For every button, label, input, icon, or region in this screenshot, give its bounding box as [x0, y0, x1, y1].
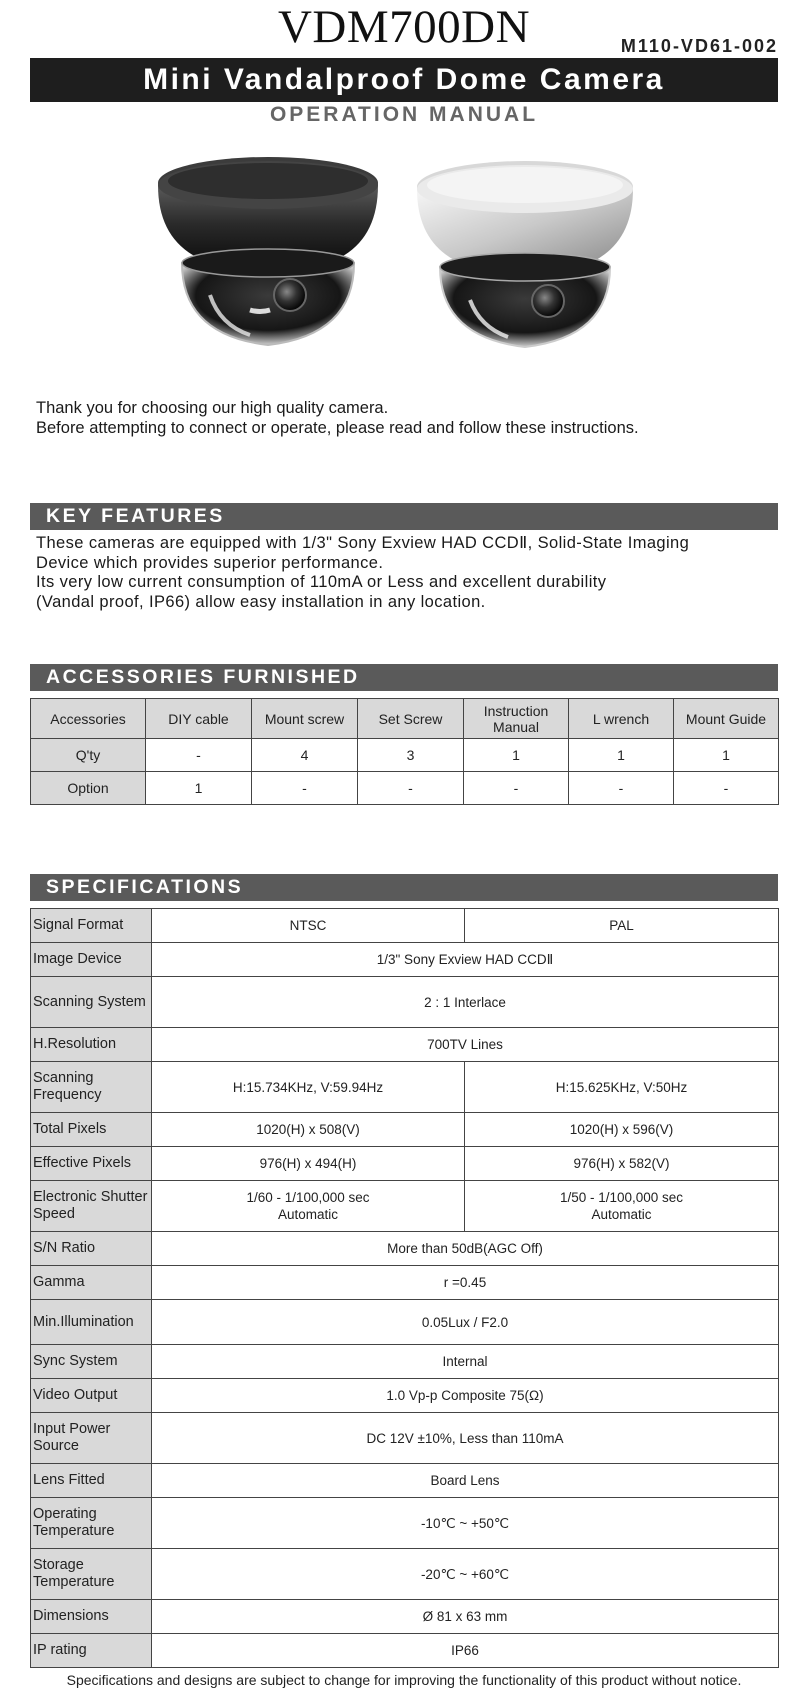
table-header-cell: Instruction Manual	[464, 699, 569, 739]
black-dome-camera	[158, 157, 378, 345]
table-cell: 1	[464, 739, 569, 772]
intro-text	[36, 398, 639, 438]
manual-subtitle: OPERATION MANUAL	[269, 103, 539, 126]
table-header-cell: Accessories	[31, 699, 146, 739]
spec-value-ntsc: NTSC	[152, 909, 465, 943]
intro-line: Thank you for choosing our high quality camera.	[36, 399, 389, 417]
spec-row	[31, 1062, 779, 1113]
spec-row	[31, 1413, 779, 1464]
table-cell: 3	[358, 739, 464, 772]
spec-label: Operating Temperature	[31, 1498, 152, 1549]
spec-value: 700TV Lines	[152, 1028, 779, 1062]
spec-label: Lens Fitted	[31, 1464, 152, 1498]
table-cell: -	[674, 772, 779, 805]
spec-label: H.Resolution	[31, 1028, 152, 1062]
table-cell: -	[146, 739, 252, 772]
spec-label: Input Power Source	[31, 1413, 152, 1464]
camera-product-image	[140, 145, 680, 365]
key-features-heading: KEY FEATURES	[30, 503, 778, 530]
key-features-text	[36, 534, 689, 612]
product-title-bar: Mini Vandalproof Dome Camera	[30, 58, 778, 102]
spec-value: Internal	[152, 1345, 779, 1379]
spec-value-ntsc	[152, 1181, 465, 1232]
spec-row	[31, 1549, 779, 1600]
spec-label: Total Pixels	[31, 1113, 152, 1147]
feature-line: Device which provides superior performance.	[36, 553, 384, 572]
silver-dome-camera	[417, 161, 633, 347]
spec-value-pal: 1020(H) x 596(V)	[465, 1113, 779, 1147]
spec-row	[31, 1147, 779, 1181]
table-row	[31, 739, 779, 772]
table-cell: 1	[146, 772, 252, 805]
table-header-cell: Mount screw	[252, 699, 358, 739]
spec-value-line: 1/60 - 1/100,000 sec	[246, 1190, 370, 1205]
document-code: M110-VD61-002	[620, 36, 778, 56]
spec-value-ntsc: H:15.734KHz, V:59.94Hz	[152, 1062, 465, 1113]
spec-value: Ø 81 x 63 mm	[152, 1600, 779, 1634]
table-header-cell: Set Screw	[358, 699, 464, 739]
spec-label: Scanning System	[31, 977, 152, 1028]
table-row	[31, 772, 779, 805]
row-label: Option	[31, 772, 146, 805]
model-title: VDM700DN	[277, 1, 531, 53]
spec-row	[31, 1266, 779, 1300]
spec-value-pal: 976(H) x 582(V)	[465, 1147, 779, 1181]
table-cell: -	[358, 772, 464, 805]
row-label: Q'ty	[31, 739, 146, 772]
accessories-heading: ACCESSORIES FURNISHED	[30, 664, 778, 691]
spec-value: -20℃ ~ +60℃	[152, 1549, 779, 1600]
spec-row	[31, 1498, 779, 1549]
spec-value-pal	[465, 1181, 779, 1232]
spec-value-line: Automatic	[277, 1207, 339, 1222]
spec-label: S/N Ratio	[31, 1232, 152, 1266]
spec-row	[31, 943, 779, 977]
spec-label: IP rating	[31, 1634, 152, 1668]
table-header-cell: DIY cable	[146, 699, 252, 739]
spec-value: 2 : 1 Interlace	[152, 977, 779, 1028]
spec-value-ntsc: 976(H) x 494(H)	[152, 1147, 465, 1181]
spec-row	[31, 1600, 779, 1634]
footer-note: Specifications and designs are subject to change for improving the functionality of this product without notice.	[66, 1672, 742, 1688]
feature-line: Its very low current consumption of 110mA or Less and excellent durability	[36, 573, 607, 591]
spec-row	[31, 1028, 779, 1062]
intro-line: Before attempting to connect or operate, please read and follow these instructions.	[36, 419, 639, 437]
table-cell: -	[252, 772, 358, 805]
spec-row	[31, 1300, 779, 1345]
feature-line: These cameras are equipped with 1/3" Sony Exview HAD CCDⅡ, Solid-State Imaging	[36, 534, 690, 552]
table-row	[31, 699, 779, 739]
spec-label: Scanning Frequency	[31, 1062, 152, 1113]
table-cell: -	[569, 772, 674, 805]
spec-row	[31, 1634, 779, 1668]
spec-label: Electronic Shutter Speed	[31, 1181, 152, 1232]
table-cell: 1	[569, 739, 674, 772]
specifications-table	[30, 908, 779, 1668]
spec-value: 1/3" Sony Exview HAD CCDⅡ	[152, 943, 779, 977]
spec-value: DC 12V ±10%, Less than 110mA	[152, 1413, 779, 1464]
spec-value-pal: PAL	[465, 909, 779, 943]
spec-value: r =0.45	[152, 1266, 779, 1300]
spec-value: IP66	[152, 1634, 779, 1668]
table-header-cell: L wrench	[569, 699, 674, 739]
spec-row	[31, 1379, 779, 1413]
spec-value: 1.0 Vp-p Composite 75(Ω)	[152, 1379, 779, 1413]
spec-row	[31, 1345, 779, 1379]
spec-row	[31, 1113, 779, 1147]
spec-value-line: Automatic	[591, 1207, 652, 1222]
spec-label: Image Device	[31, 943, 152, 977]
spec-label: Min.Illumination	[31, 1300, 152, 1345]
spec-value: More than 50dB(AGC Off)	[152, 1232, 779, 1266]
specifications-heading: SPECIFICATIONS	[30, 874, 778, 901]
spec-label: Dimensions	[31, 1600, 152, 1634]
spec-label: Effective Pixels	[31, 1147, 152, 1181]
table-header-cell: Mount Guide	[674, 699, 779, 739]
feature-line: (Vandal proof, IP66) allow easy installation in any location.	[36, 592, 486, 611]
spec-value-line: 1/50 - 1/100,000 sec	[559, 1190, 684, 1205]
spec-label: Storage Temperature	[31, 1549, 152, 1600]
table-cell: -	[464, 772, 569, 805]
spec-value: -10℃ ~ +50℃	[152, 1498, 779, 1549]
spec-row	[31, 1232, 779, 1266]
table-cell: 1	[674, 739, 779, 772]
spec-row	[31, 1181, 779, 1232]
spec-label: Video Output	[31, 1379, 152, 1413]
spec-value: 0.05Lux / F2.0	[152, 1300, 779, 1345]
spec-row	[31, 977, 779, 1028]
spec-label: Gamma	[31, 1266, 152, 1300]
spec-label: Signal Format	[31, 909, 152, 943]
spec-label: Sync System	[31, 1345, 152, 1379]
accessories-table	[30, 698, 779, 805]
spec-value-ntsc: 1020(H) x 508(V)	[152, 1113, 465, 1147]
table-cell: 4	[252, 739, 358, 772]
spec-value: Board Lens	[152, 1464, 779, 1498]
spec-row	[31, 1464, 779, 1498]
spec-row	[31, 909, 779, 943]
spec-value-pal: H:15.625KHz, V:50Hz	[465, 1062, 779, 1113]
